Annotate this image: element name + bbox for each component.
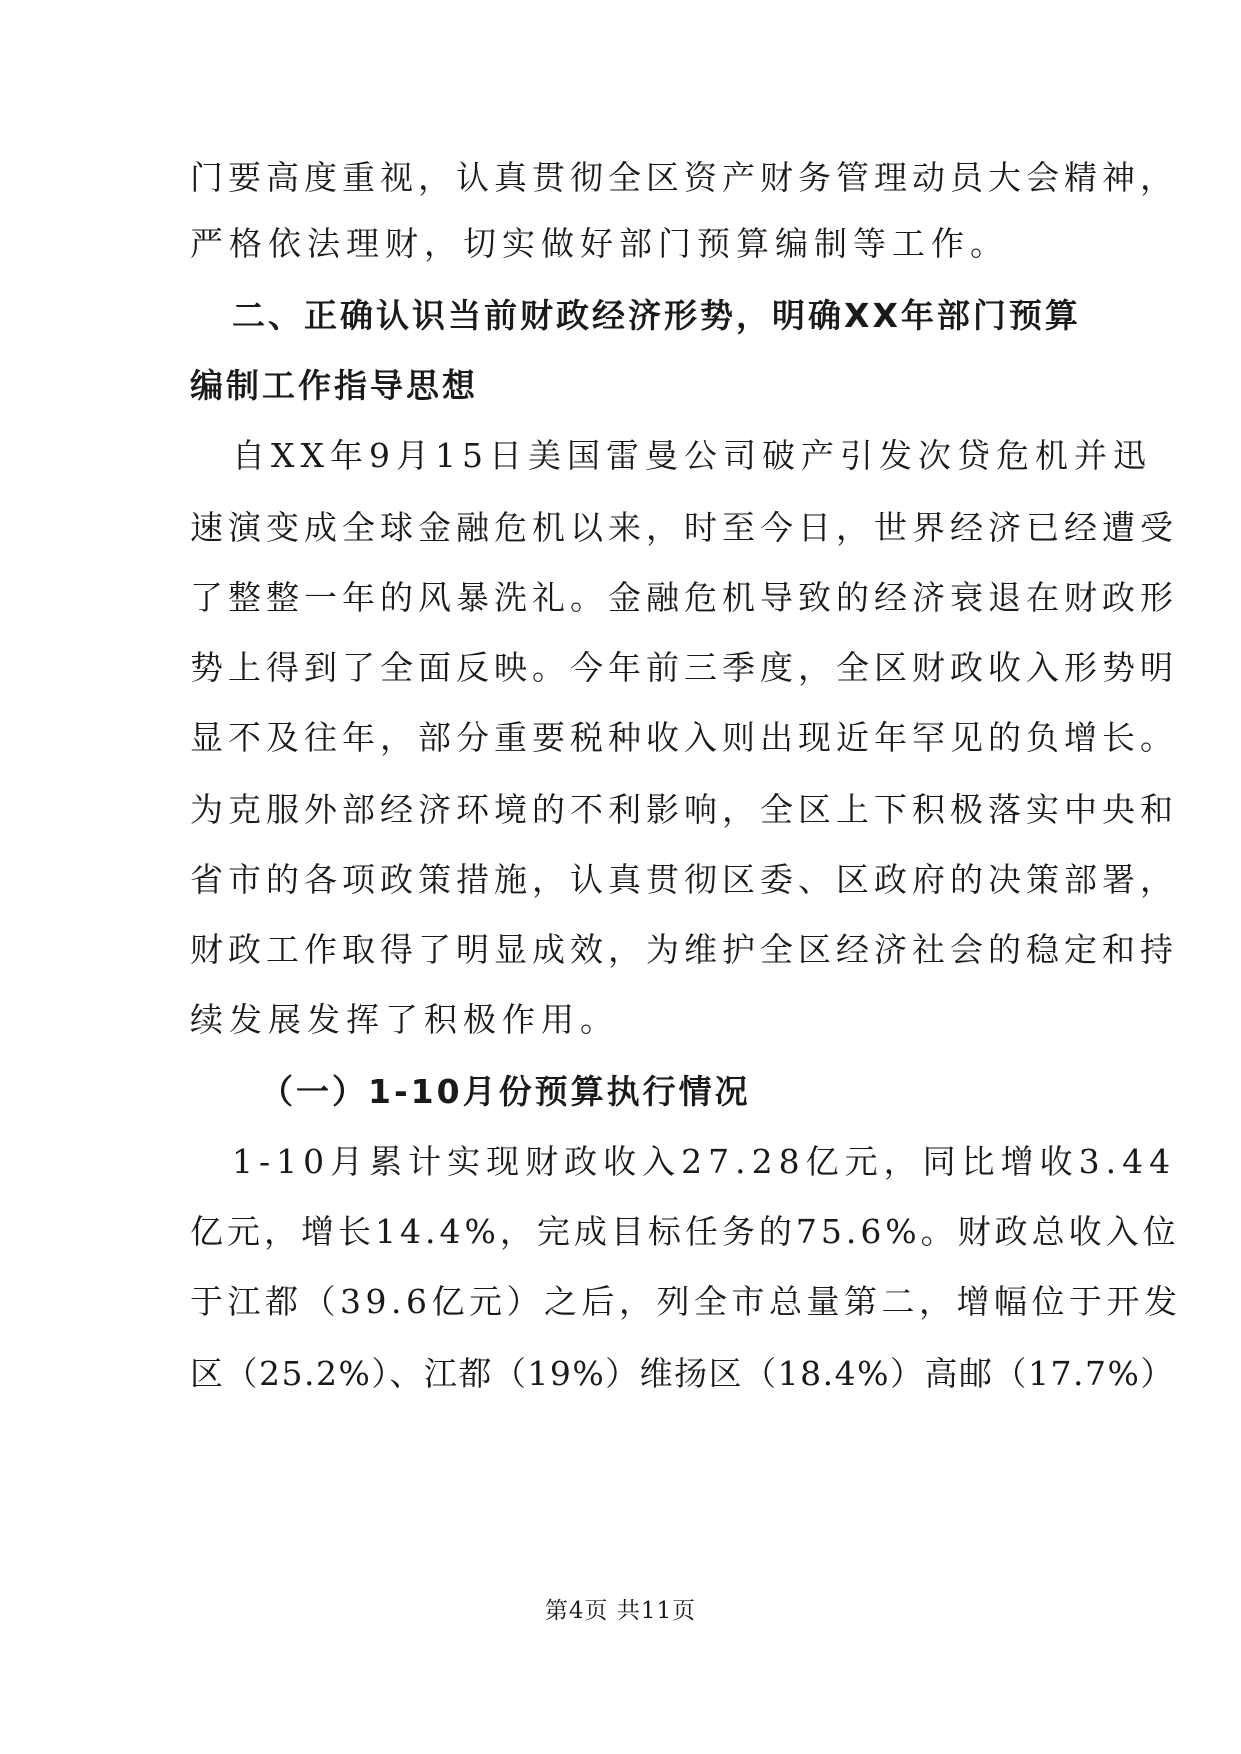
paragraph-line: 亿元，增长14.4%，完成目标任务的75.6%。财政总收入位: [190, 1212, 1180, 1251]
section-heading-continued: 编制工作指导思想: [190, 366, 478, 405]
section-heading: 二、正确认识当前财政经济形势，明确XX年部门预算: [232, 296, 1081, 335]
paragraph-line: 于江都（39.6亿元）之后，列全市总量第二，增幅位于开发: [190, 1282, 1182, 1321]
paragraph-line: 续发展发挥了积极作用。: [190, 1000, 619, 1039]
paragraph-line: 省市的各项政策措施，认真贯彻区委、区政府的决策部署，: [190, 860, 1178, 899]
paragraph-line: 财政工作取得了明显成效，为维护全区经济社会的稳定和持: [190, 930, 1178, 969]
paragraph-line: 自XX年9月15日美国雷曼公司破产引发次贷危机并迅: [232, 436, 1152, 475]
paragraph-line: 势上得到了全面反映。今年前三季度，全区财政收入形势明: [190, 648, 1178, 687]
subsection-heading: （一）1-10月份预算执行情况: [260, 1072, 751, 1111]
page-number-footer: 第4页 共11页: [544, 1598, 697, 1624]
body-text-line: 门要高度重视，认真贯彻全区资产财务管理动员大会精神，: [190, 158, 1178, 197]
body-text-line: 严格依法理财，切实做好部门预算编制等工作。: [190, 224, 1009, 263]
paragraph-line: 了整整一年的风暴洗礼。金融危机导致的经济衰退在财政形: [190, 578, 1178, 617]
paragraph-line: 显不及往年，部分重要税种收入则出现近年罕见的负增长。: [190, 718, 1178, 757]
paragraph-line: 为克服外部经济环境的不利影响，全区上下积极落实中央和: [190, 790, 1178, 829]
paragraph-line: 1-10月累计实现财政收入27.28亿元，同比增收3.44: [232, 1142, 1177, 1181]
paragraph-line: 速演变成全球金融危机以来，时至今日，世界经济已经遭受: [190, 508, 1178, 547]
paragraph-line: 区（25.2%）、江都（19%）维扬区（18.4%）高邮（17.7%）: [190, 1354, 1175, 1393]
